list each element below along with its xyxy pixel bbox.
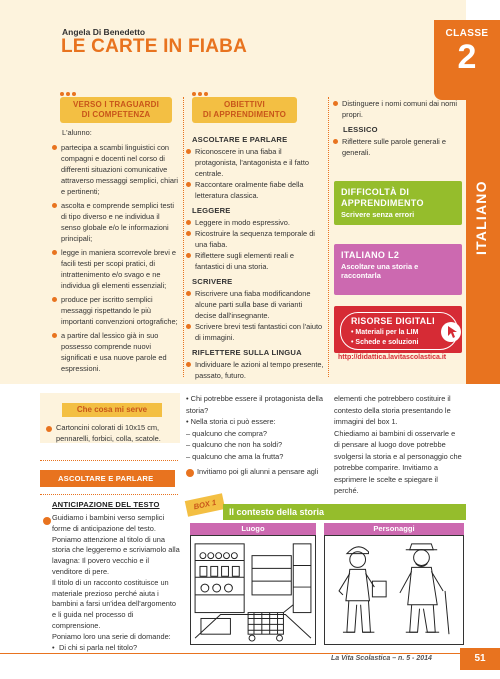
che-cosa-header: Che cosa mi serve xyxy=(62,403,162,417)
resource-link[interactable]: http://didattica.lavitascolastica.it xyxy=(338,354,447,361)
column-divider xyxy=(183,97,184,377)
traguardi-intro: L'alunno: xyxy=(62,128,92,137)
right-text2: Chiediamo ai bambini di osservarle e di pensare al luogo dove potrebbe svolgersi la storia e al personaggio che potrebbe comparire. Invitiamo a esprimere le scelte e spiegare il perché. xyxy=(334,428,462,495)
page-number: 51 xyxy=(460,648,500,670)
mid-line: – qualcuno che compra? xyxy=(186,428,267,438)
classe-label: CLASSE xyxy=(445,28,489,39)
right-text: elementi che potrebbero costituire il contesto della storia presentando le immagini del box 1. xyxy=(334,394,451,426)
separator-line xyxy=(40,460,178,461)
obiettivi-header-line1: OBIETTIVI xyxy=(224,100,265,109)
box1-badge: BOX 1 xyxy=(185,493,225,517)
anticipazione-title: ANTICIPAZIONE DEL TESTO xyxy=(52,500,160,509)
obiettivi-header-line2: DI APPRENDIMENTO xyxy=(202,110,287,119)
separator-line xyxy=(40,494,178,495)
step-dot xyxy=(43,517,51,525)
list-item: Riflettere sugli elementi reali e fantastici di una storia. xyxy=(186,250,324,272)
list-item: partecipa a scambi linguistici con compagni e docenti nel corso di differenti situazioni comunicative attraverso messaggi semplici, chiari e pertinenti; xyxy=(52,142,180,197)
decor-dots xyxy=(60,92,76,96)
personaggi-label: Personaggi xyxy=(324,523,464,535)
obiettivi-list xyxy=(186,130,324,381)
lessico-subtitle: LESSICO xyxy=(343,125,378,134)
characters-illustration xyxy=(324,535,464,645)
anticipazione-body xyxy=(52,513,180,653)
traguardi-header xyxy=(60,97,172,123)
che-cosa-text: Cartoncini colorati di 10x15 cm, pennarelli, forbici, colla, scatole. xyxy=(56,423,161,443)
classe-number: 2 xyxy=(457,38,477,76)
italiano-l2-box xyxy=(334,244,462,295)
difficolta-title: DIFFICOLTÀ DI APPRENDIMENTO xyxy=(341,187,424,208)
list-item: Riflettere sulle parole generali e generali. xyxy=(333,136,461,158)
list-item: Riconoscere in una fiaba il protagonista, l'antagonista e il fatto centrale. xyxy=(186,146,324,179)
traguardi-header-line2: DI COMPETENZA xyxy=(81,110,151,119)
list-item: ascolta e comprende semplici testi di tipo diverso e ne individua il senso globale e/o le informazioni principali; xyxy=(52,200,180,244)
list-item: Scrivere brevi testi fantastici con l'aiuto di immagini. xyxy=(186,321,324,343)
list-item: a partire dal lessico già in suo possesso comprende nuovi significati e usa nuove parole ed espressioni. xyxy=(52,330,180,374)
col3-list xyxy=(333,98,461,158)
l2-title: ITALIANO L2 xyxy=(341,250,400,260)
anticipazione-question: • Di chi si parla nel titolo? xyxy=(52,642,138,652)
risorse-item: • Materiali per la LIM xyxy=(351,329,419,336)
list-item: Leggere in modo espressivo. xyxy=(186,217,324,228)
magazine-footer: La Vita Scolastica – n. 5 - 2014 xyxy=(331,655,432,662)
anticipazione-text3: Poniamo loro una serie di domande: xyxy=(52,631,171,641)
mid-invite: Invitiamo poi gli alunni a pensare agli xyxy=(197,467,319,476)
market-illustration xyxy=(190,535,316,645)
list-item: Ricostruire la sequenza temporale di una fiaba. xyxy=(186,228,324,250)
subject-side-bar xyxy=(466,100,500,384)
step-dot xyxy=(186,469,194,477)
list-item: Raccontare oralmente fiabe della letteratura classica. xyxy=(186,179,324,201)
subject-label: ITALIANO xyxy=(473,180,489,255)
right-body xyxy=(334,393,462,497)
traguardi-list xyxy=(52,127,180,374)
scrivere-subtitle: SCRIVERE xyxy=(192,277,233,286)
leggere-subtitle: LEGGERE xyxy=(192,206,231,215)
column-divider xyxy=(328,97,329,377)
list-item: Riscrivere una fiaba modificandone alcune parti sulla base di varianti decise dall'insegnante. xyxy=(186,288,324,321)
question-text: Di chi si parla nel titolo? xyxy=(59,642,138,652)
author-name: Angela Di Benedetto xyxy=(62,27,146,37)
list-item: Distinguere i nomi comuni dai nomi propri. xyxy=(333,98,461,120)
list-item: Individuare le azioni al tempo presente, passato, futuro. xyxy=(186,359,324,381)
obiettivi-header xyxy=(192,97,297,123)
mid-question-list xyxy=(186,393,326,462)
list-item: produce per iscritto semplici messaggi rispettando le più importanti convenzioni ortografiche; xyxy=(52,294,180,327)
difficolta-subtitle: Scrivere senza errori xyxy=(341,210,415,219)
mid-line: • Nella storia ci può essere: xyxy=(186,417,276,426)
mid-line: – qualcuno che non ha soldi? xyxy=(186,440,283,449)
contesto-title-bar: Il contesto della storia xyxy=(223,504,466,520)
l2-subtitle: Ascoltare una storia e raccontarla xyxy=(341,262,419,280)
list-item: legge in maniera scorrevole brevi e facili testi per scopi pratici, di intrattenimento e/o svago e ne individua gli elementi essenziali; xyxy=(52,247,180,291)
ascoltare-subtitle: ASCOLTARE E PARLARE xyxy=(192,135,288,144)
decor-dots xyxy=(192,92,208,96)
mid-line: – qualcuno che ama la frutta? xyxy=(186,451,284,461)
traguardi-header-line1: VERSO I TRAGUARDI xyxy=(72,100,160,109)
classe-tab xyxy=(434,20,500,100)
footer-line xyxy=(0,653,460,654)
cursor-hand-icon xyxy=(440,321,462,343)
anticipazione-text2: Il titolo di un racconto costituisce un materiale prezioso perché aiuta i bambini a farsi un'idea dell'argomento e li guida nel processo di comprensione. xyxy=(52,577,177,630)
luogo-label: Luogo xyxy=(190,523,316,535)
riflettere-subtitle: RIFLETTERE SULLA LINGUA xyxy=(192,348,302,357)
page-title: LE CARTE IN FIABA xyxy=(61,36,248,57)
bullet-dot xyxy=(46,426,52,432)
mid-line: • Chi potrebbe essere il protagonista della storia? xyxy=(186,394,323,415)
risorse-item: • Schede e soluzioni xyxy=(351,339,419,346)
ascoltare-parlare-bar: ASCOLTARE E PARLARE xyxy=(40,470,175,487)
anticipazione-text: Guidiamo i bambini verso semplici forme di anticipazione del testo. Poniamo attenzione al titolo di una storia che leggeremo e scriviamolo alla lavagna: Il povero vecchio e il venditore di pere. xyxy=(52,513,180,576)
risorse-title: RISORSE DIGITALI xyxy=(351,316,435,326)
difficolta-box xyxy=(334,181,462,225)
